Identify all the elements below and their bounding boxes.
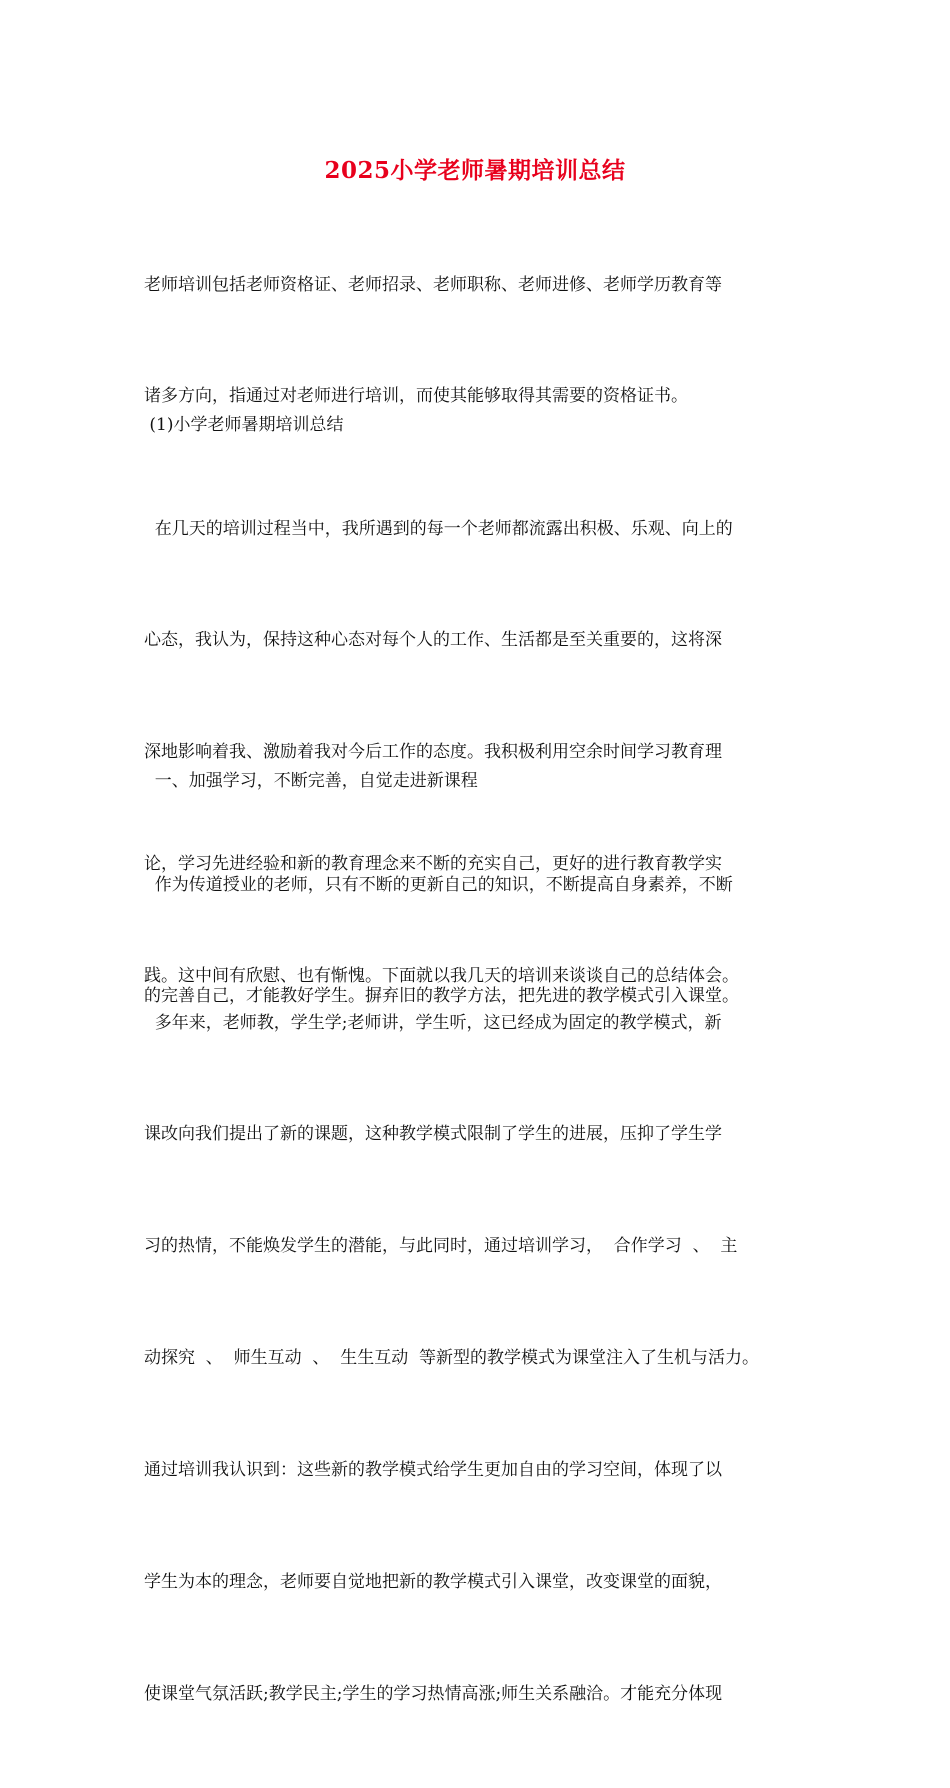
paragraph-line: 在几天的培训过程当中，我所遇到的每一个老师都流露出积极、乐观、向上的 <box>144 518 733 539</box>
paragraph-line: 论，学习先进经验和新的教育理念来不断的充实自己，更好的进行教育教学实 <box>144 854 722 875</box>
intro-line: 老师培训包括老师资格证、老师招录、老师职称、老师进修、老师学历教育等 <box>144 274 722 295</box>
paragraph-line: 习的热情，不能焕发学生的潜能，与此同时，通过培训学习， 合作学习 、 主 <box>144 1236 738 1257</box>
document-title: 2025小学老师暑期培训总结 <box>324 157 626 184</box>
intro-line: 诸多方向，指通过对老师进行培训，而使其能够取得其需要的资格证书。 <box>144 386 688 407</box>
paragraph-line: 学生为本的理念，老师要自觉地把新的教学模式引入课堂，改变课堂的面貌， <box>144 1572 722 1593</box>
paragraph-line: 深地影响着我、激励着我对今后工作的态度。我积极利用空余时间学习教育理 <box>144 742 722 763</box>
paragraph-line: 心态，我认为，保持这种心态对每个人的工作、生活都是至关重要的，这将深 <box>144 630 722 651</box>
paragraph-line: 使课堂气氛活跃;教学民主;学生的学习热情高涨;师生关系融洽。才能充分体现 <box>144 1683 723 1704</box>
section-heading-text: (1)小学老师暑期培训总结 <box>144 414 344 435</box>
paragraph-line: 作为传道授业的老师，只有不断的更新自己的知识，不断提高自身素养，不断 <box>144 874 733 895</box>
paragraph-line: 的完善自己，才能教好学生。摒弃旧的教学方法，把先进的教学模式引入课堂。 <box>144 986 739 1007</box>
section-heading-text: 一、加强学习，不断完善，自觉走进新课程 <box>144 770 478 791</box>
paragraph-line: 动探究 、 师生互动 、 生生互动 等新型的教学模式为课堂注入了生机与活力。 <box>144 1348 760 1369</box>
paragraph-line: 多年来，老师教，学生学;老师讲，学生听，这已经成为固定的教学模式，新 <box>144 1012 722 1033</box>
paragraph-line: 践。这中间有欣慰、也有惭愧。下面就以我几天的培训来谈谈自己的总结体会。 <box>144 966 739 987</box>
paragraph-line: 课改向我们提出了新的课题，这种教学模式限制了学生的进展，压抑了学生学 <box>144 1124 722 1145</box>
body-paragraph <box>144 930 824 1788</box>
paragraph-line: 通过培训我认识到：这些新的教学模式给学生更加自由的学习空间，体现了以 <box>144 1460 722 1481</box>
